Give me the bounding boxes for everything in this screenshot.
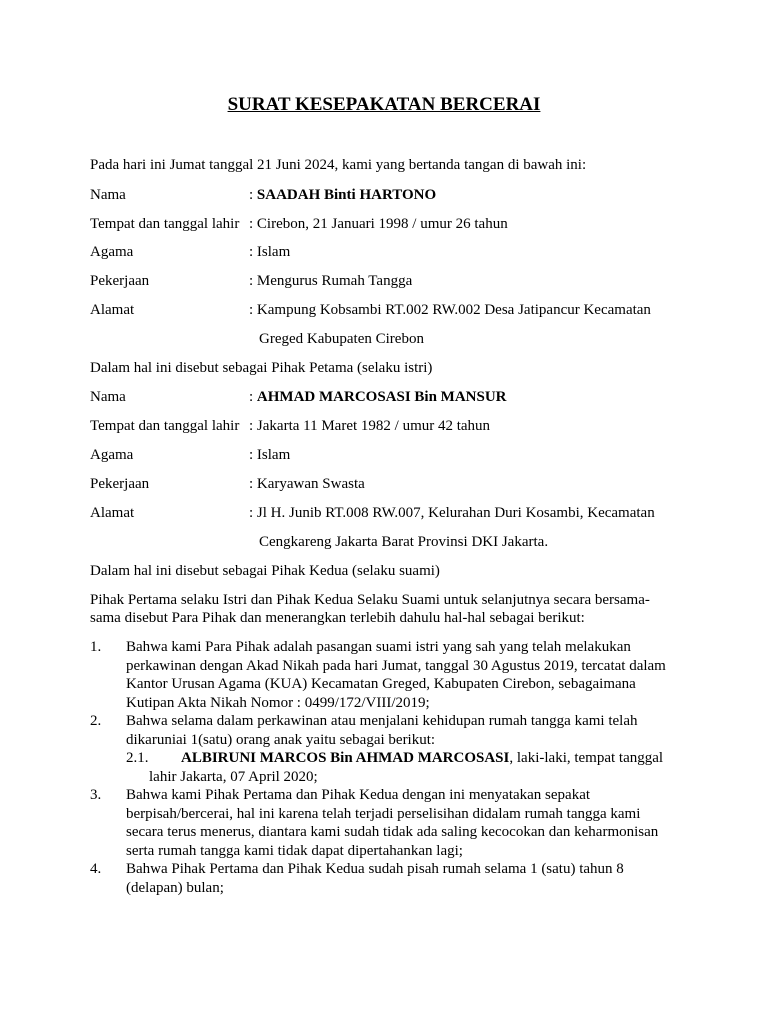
party2-name-sep: : <box>249 389 257 405</box>
party1-pekerjaan-value: : Mengurus Rumah Tangga <box>249 273 413 289</box>
party1-alamat-label: Alamat <box>90 302 135 318</box>
party2-designation: Dalam hal ini disebut sebagai Pihak Kedua (selaku suami) <box>90 563 440 579</box>
party2-alamat-value-1: : Jl H. Junib RT.008 RW.007, Kelurahan Duri Kosambi, Kecamatan <box>249 505 655 521</box>
document-title: SURAT KESEPAKATAN BERCERAI <box>227 94 541 115</box>
item-1-line-3: Kantor Urusan Agama (KUA) Kecamatan Greged, Kabupaten Cirebon, sebagaimana <box>126 676 636 692</box>
item-2-line-2: dikaruniai 1(satu) orang anak yaitu sebagai berikut: <box>126 732 436 748</box>
party2-ttl-label: Tempat dan tanggal lahir <box>90 418 240 434</box>
party1-ttl-label: Tempat dan tanggal lahir <box>90 216 240 232</box>
party1-alamat-value-1: : Kampung Kobsambi RT.002 RW.002 Desa Jatipancur Kecamatan <box>249 302 651 318</box>
party2-agama-label: Agama <box>90 447 134 463</box>
item-3-number: 3. <box>90 787 102 803</box>
child-name: ALBIRUNI MARCOS Bin AHMAD MARCOSASI <box>181 750 510 766</box>
item-1-line-4: Kutipan Akta Nikah Nomor : 0499/172/VIII/2019; <box>126 695 430 711</box>
party2-name-value <box>249 388 507 406</box>
party2-ttl-value: : Jakarta 11 Maret 1982 / umur 42 tahun <box>249 418 491 434</box>
party1-ttl-value: : Cirebon, 21 Januari 1998 / umur 26 tahun <box>249 216 508 232</box>
item-4-line-2: (delapan) bulan; <box>126 880 224 896</box>
party1-name-value <box>249 186 436 204</box>
item-3-line-4: serta rumah tangga kami tidak dapat dipertahankan lagi; <box>126 843 463 859</box>
child-details: , laki-laki, tempat tanggal <box>509 750 664 766</box>
item-4-line-1: Bahwa Pihak Pertama dan Pihak Kedua sudah pisah rumah selama 1 (satu) tahun 8 <box>126 861 624 877</box>
party2-agama-value: : Islam <box>249 447 291 463</box>
item-3-line-2: berpisah/bercerai, hal ini karena telah terjadi perselisihan didalam rumah tangga kami <box>126 806 641 822</box>
item-2-sub-number: 2.1. <box>126 750 149 766</box>
party1-designation: Dalam hal ini disebut sebagai Pihak Petama (selaku istri) <box>90 360 433 376</box>
para-pihak-line-1: Pihak Pertama selaku Istri dan Pihak Kedua Selaku Suami untuk selanjutnya secara bersama- <box>90 592 650 608</box>
party2-pekerjaan-value: : Karyawan Swasta <box>249 476 365 492</box>
item-1-number: 1. <box>90 639 102 655</box>
item-3-line-3: secara terus menerus, diantara kami sudah tidak ada saling kecocokan dan keharmonisan <box>126 824 659 840</box>
party1-name-sep: : <box>249 187 257 203</box>
party1-name-label: Nama <box>90 187 126 203</box>
party1-agama-label: Agama <box>90 244 134 260</box>
item-1-line-2: perkawinan dengan Akad Nikah pada hari Jumat, tanggal 30 Agustus 2019, tercatat dalam <box>126 658 666 674</box>
item-2-number: 2. <box>90 713 102 729</box>
party2-alamat-label: Alamat <box>90 505 135 521</box>
item-4-number: 4. <box>90 861 102 877</box>
party1-pekerjaan-label: Pekerjaan <box>90 273 150 289</box>
item-2-sub-text <box>181 749 663 767</box>
party1-agama-value: : Islam <box>249 244 291 260</box>
party2-name-label: Nama <box>90 389 126 405</box>
party1-name: SAADAH Binti HARTONO <box>256 187 437 203</box>
party1-alamat-value-2: Greged Kabupaten Cirebon <box>259 331 424 347</box>
party2-pekerjaan-label: Pekerjaan <box>90 476 150 492</box>
item-2-sub-cont: lahir Jakarta, 07 April 2020; <box>149 769 318 785</box>
party2-alamat-value-2: Cengkareng Jakarta Barat Provinsi DKI Jakarta. <box>259 534 549 550</box>
intro-text: Pada hari ini Jumat tanggal 21 Juni 2024, kami yang bertanda tangan di bawah ini: <box>90 157 587 173</box>
item-3-line-1: Bahwa kami Pihak Pertama dan Pihak Kedua dengan ini menyatakan sepakat <box>126 787 591 803</box>
item-1-line-1: Bahwa kami Para Pihak adalah pasangan suami istri yang sah yang telah melakukan <box>126 639 631 655</box>
para-pihak-line-2: sama disebut Para Pihak dan menerangkan terlebih dahulu hal-hal sebagai berikut: <box>90 610 585 626</box>
item-2-line-1: Bahwa selama dalam perkawinan atau menjalani kehidupan rumah tangga kami telah <box>126 713 638 729</box>
party2-name: AHMAD MARCOSASI Bin MANSUR <box>256 389 507 405</box>
